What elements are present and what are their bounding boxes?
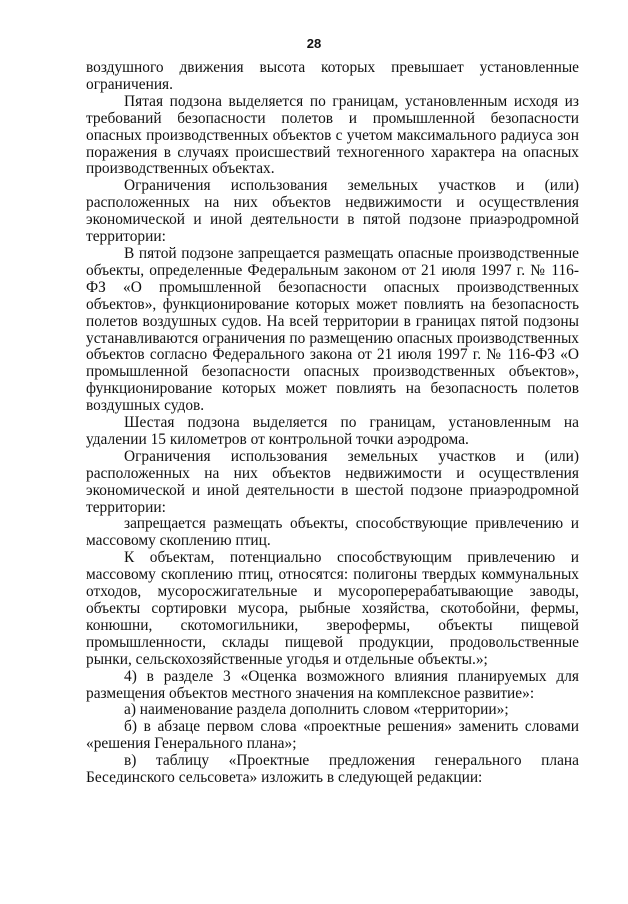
page-number: 28 bbox=[306, 36, 322, 51]
paragraph-fifth-subzone-restrictions-heading: Ограничения использования земельных участков и (или) расположенных на них объектов недвижимости и осуществления экономической и иной деятельности в пятой подзоне приаэродромной территории: bbox=[86, 177, 579, 246]
paragraph-item-c: в) таблицу «Проектные предложения генерального плана Бесединского сельсовета» изложить в следующей редакции: bbox=[86, 752, 579, 787]
paragraph-fifth-subzone: Пятая подзона выделяется по границам, установленным исходя из требований безопасности полетов и промышленной безопасности опасных производственных объектов с учетом максимального радиуса зон поражения в случаях происшествий техногенного характера на опасных производственных объектах. bbox=[86, 92, 579, 178]
paragraph-item-b: б) в абзаце первом слова «проектные решения» заменить словами «решения Генерального плана»; bbox=[86, 718, 579, 753]
paragraph-item-a: а) наименование раздела дополнить словом «территории»; bbox=[124, 701, 509, 719]
paragraph-item-4: 4) в разделе 3 «Оценка возможного влияния планируемых для размещения объектов местного значения на комплексное развитие»: bbox=[86, 667, 579, 702]
paragraph-fifth-subzone-restrictions: В пятой подзоне запрещается размещать опасные производственные объекты, определенные Федеральным законом от 21 июля 1997 г. № 116-ФЗ «О промышленной безопасности опасных производственных объектов», функционирование которых может повлиять на безопасность полетов воздушных судов. На всей территории в границах пятой подзоны устанавливаются ограничения по размещению опасных производственных объектов согласно Федерального закона от 21 июля 1997 г. № 116-ФЗ «О промышленной безопасности опасных производственных объектов», функционирование которых может повлиять на безопасность полетов воздушных судов. bbox=[86, 244, 579, 415]
paragraph-sixth-subzone-restrictions-heading: Ограничения использования земельных участков и (или) расположенных на них объектов недвижимости и осуществления экономической и иной деятельности в шестой подзоне приаэродромной территории: bbox=[86, 447, 579, 516]
paragraph-continuation: воздушного движения высота которых превышает установленные ограничения. bbox=[86, 59, 579, 93]
paragraph-bird-attracting-objects: К объектам, потенциально способствующим привлечению и массовому скоплению птиц, относятся: полигоны твердых коммунальных отходов, мусоросжигательные и мусороперерабатывающие заводы, объекты сортировки мусора, рыбные хозяйства, скотобойни, фермы, конюшни, скотомогильники, зверофермы, объекты пищевой промышленности, склады пищевой продукции, продовольственные рынки, сельскохозяйственные угодья и отдельные объекты.»; bbox=[86, 549, 579, 668]
paragraph-sixth-subzone-restrictions: запрещается размещать объекты, способствующие привлечению и массовому скоплению птиц. bbox=[86, 515, 579, 550]
paragraph-sixth-subzone: Шестая подзона выделяется по границам, установленным на удалении 15 километров от контрольной точки аэродрома. bbox=[86, 414, 579, 448]
document-body bbox=[86, 60, 579, 787]
